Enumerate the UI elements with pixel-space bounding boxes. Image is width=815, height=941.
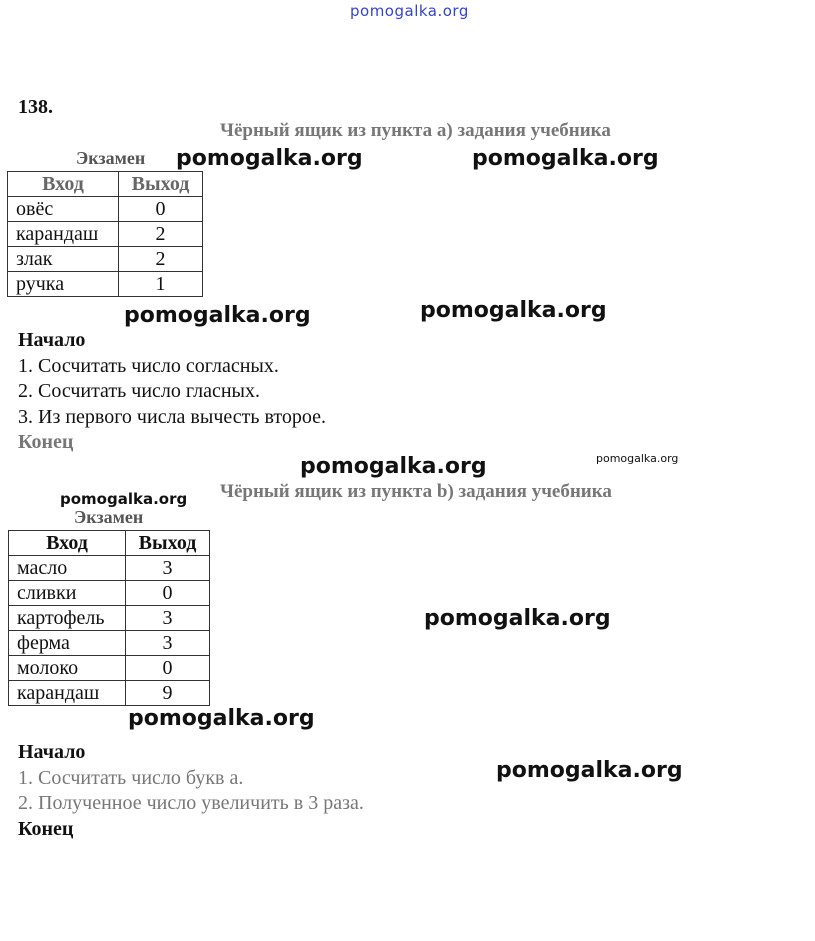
output-cell: 0: [119, 197, 203, 222]
watermark: pomogalka.org: [420, 298, 607, 323]
input-cell: картофель: [9, 606, 126, 631]
column-header-input: Вход: [8, 172, 119, 197]
algorithm-step: 2. Полученное число увеличить в 3 раза.: [18, 792, 364, 814]
part-b-algorithm: [18, 740, 364, 842]
algorithm-start: Начало: [18, 741, 86, 763]
output-cell: 3: [126, 606, 210, 631]
watermark: pomogalka.org: [596, 452, 679, 465]
algorithm-step: 1. Сосчитать число букв а.: [18, 766, 244, 789]
part-b-table-title: Экзамен: [74, 507, 144, 527]
table-row: [8, 222, 203, 247]
input-cell: ручка: [8, 272, 119, 297]
watermark: pomogalka.org: [60, 490, 188, 508]
watermark: pomogalka.org: [496, 758, 683, 783]
input-cell: ферма: [9, 631, 126, 656]
algorithm-end: Конец: [18, 817, 74, 840]
site-watermark-link[interactable]: pomogalka.org: [350, 2, 469, 20]
table-row: [9, 631, 210, 656]
part-a-caption: Чёрный ящик из пункта а) задания учебника: [220, 120, 611, 141]
output-cell: 9: [126, 681, 210, 706]
input-cell: молоко: [9, 656, 126, 681]
task-number: 138.: [18, 96, 53, 118]
table-row: [9, 681, 210, 706]
watermark: pomogalka.org: [300, 454, 487, 479]
part-b-table: [8, 530, 210, 706]
input-cell: масло: [9, 556, 126, 581]
output-cell: 2: [119, 222, 203, 247]
algorithm-step: 2. Сосчитать число гласных.: [18, 380, 260, 402]
output-cell: 3: [126, 556, 210, 581]
watermark: pomogalka.org: [124, 303, 311, 328]
table-header-row: [9, 531, 210, 556]
watermark: pomogalka.org: [128, 706, 315, 731]
input-cell: карандаш: [9, 681, 126, 706]
output-cell: 2: [119, 247, 203, 272]
table-row: [8, 272, 203, 297]
part-a-algorithm: [18, 328, 326, 456]
table-row: [8, 197, 203, 222]
output-cell: 3: [126, 631, 210, 656]
output-cell: 0: [126, 656, 210, 681]
watermark: pomogalka.org: [176, 146, 363, 171]
table-header-row: [8, 172, 203, 197]
algorithm-step: 1. Сосчитать число согласных.: [18, 354, 279, 377]
table-row: [9, 581, 210, 606]
input-cell: карандаш: [8, 222, 119, 247]
column-header-input: Вход: [9, 531, 126, 556]
table-row: [8, 247, 203, 272]
input-cell: сливки: [9, 581, 126, 606]
output-cell: 1: [119, 272, 203, 297]
table-row: [9, 556, 210, 581]
part-a-table: [7, 171, 203, 297]
column-header-output: Выход: [126, 531, 210, 556]
part-a-table-title: Экзамен: [76, 148, 146, 168]
table-row: [9, 606, 210, 631]
algorithm-end: Конец: [18, 431, 74, 453]
output-cell: 0: [126, 581, 210, 606]
algorithm-start: Начало: [18, 329, 86, 351]
watermark: pomogalka.org: [424, 606, 611, 631]
column-header-output: Выход: [119, 172, 203, 197]
table-row: [9, 656, 210, 681]
input-cell: овёс: [8, 197, 119, 222]
algorithm-step: 3. Из первого числа вычесть второе.: [18, 405, 327, 428]
part-b-caption: Чёрный ящик из пункта b) задания учебника: [220, 481, 612, 502]
input-cell: злак: [8, 247, 119, 272]
watermark: pomogalka.org: [472, 146, 659, 171]
